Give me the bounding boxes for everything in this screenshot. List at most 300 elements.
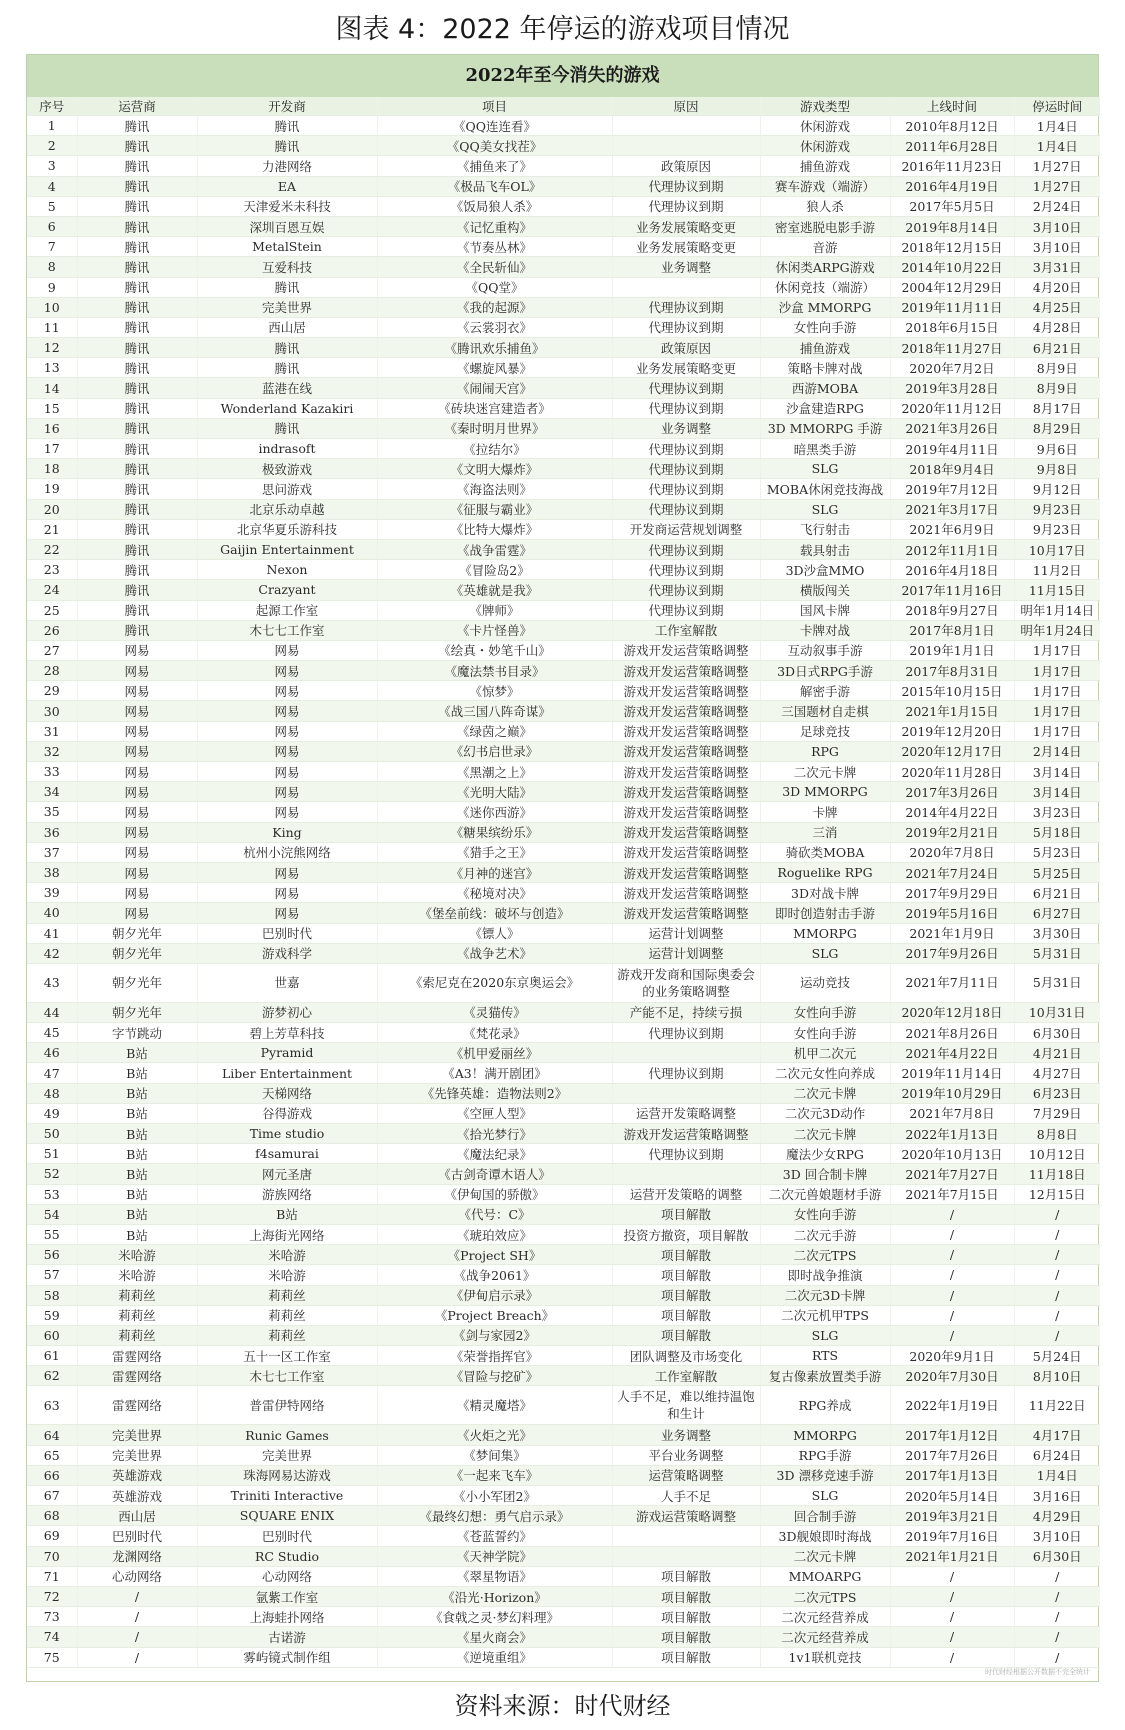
cell-col-developer: 世嘉	[197, 963, 377, 1002]
cell-col-operator: 雷霆网络	[77, 1346, 197, 1366]
cell-col-project: 《捕鱼来了》	[377, 156, 612, 176]
cell-col-launch-date: /	[890, 1627, 1014, 1647]
cell-col-operator: 腾讯	[77, 620, 197, 640]
cell-col-developer: 腾讯	[197, 277, 377, 297]
cell-col-operator: 腾讯	[77, 600, 197, 620]
cell-col-developer: indrasoft	[197, 439, 377, 459]
table-row	[27, 1346, 1100, 1366]
cell-col-reason: 业务发展策略变更	[612, 237, 760, 257]
cell-col-launch-date: 2022年1月13日	[890, 1124, 1014, 1144]
cell-col-launch-date: 2021年1月15日	[890, 701, 1014, 721]
cell-col-reason: 代理协议到期	[612, 1023, 760, 1043]
cell-col-shutdown-date: /	[1014, 1627, 1100, 1647]
cell-col-launch-date: 2017年5月5日	[890, 196, 1014, 216]
cell-col-operator: 巴别时代	[77, 1526, 197, 1546]
cell-col-developer: EA	[197, 176, 377, 196]
cell-col-index: 19	[27, 479, 77, 499]
cell-col-operator: B站	[77, 1164, 197, 1184]
cell-col-reason: 项目解散	[612, 1285, 760, 1305]
cell-col-index: 39	[27, 883, 77, 903]
cell-col-launch-date: /	[890, 1586, 1014, 1606]
table-row	[27, 439, 1100, 459]
cell-col-shutdown-date: 6月24日	[1014, 1445, 1100, 1465]
cell-col-project: 《天神学院》	[377, 1546, 612, 1566]
cell-col-project: 《灵猫传》	[377, 1002, 612, 1022]
cell-col-launch-date: 2020年11月28日	[890, 762, 1014, 782]
cell-col-shutdown-date: 9月23日	[1014, 519, 1100, 539]
table-row	[27, 681, 1100, 701]
cell-col-reason: 产能不足，持续亏损	[612, 1002, 760, 1022]
cell-col-reason: 业务调整	[612, 257, 760, 277]
cell-col-genre: 飞行射击	[760, 519, 890, 539]
cell-col-genre: 二次元手游	[760, 1224, 890, 1244]
cell-col-shutdown-date: 5月31日	[1014, 943, 1100, 963]
cell-col-project: 《比特大爆炸》	[377, 519, 612, 539]
cell-col-developer: 深圳百恩互娱	[197, 216, 377, 236]
cell-col-shutdown-date: 8月29日	[1014, 418, 1100, 438]
cell-col-developer: Runic Games	[197, 1425, 377, 1445]
cell-col-project: 《秦时明月世界》	[377, 418, 612, 438]
cell-col-shutdown-date: 8月17日	[1014, 398, 1100, 418]
table-row	[27, 1023, 1100, 1043]
cell-col-shutdown-date: 1月27日	[1014, 176, 1100, 196]
cell-col-launch-date: 2021年1月9日	[890, 923, 1014, 943]
table-row	[27, 1425, 1100, 1445]
cell-col-operator: 西山居	[77, 1506, 197, 1526]
cell-col-reason: 项目解散	[612, 1245, 760, 1265]
cell-col-project: 《拉结尔》	[377, 439, 612, 459]
cell-col-reason: 代理协议到期	[612, 378, 760, 398]
cell-col-shutdown-date: 7月29日	[1014, 1103, 1100, 1123]
cell-col-index: 46	[27, 1043, 77, 1063]
cell-col-reason: 运营开发策略调整	[612, 1103, 760, 1123]
cell-col-genre: MMORPG	[760, 923, 890, 943]
cell-col-reason: 项目解散	[612, 1586, 760, 1606]
cell-col-operator: 雷霆网络	[77, 1366, 197, 1386]
cell-col-developer: 互爱科技	[197, 257, 377, 277]
cell-col-genre: RPG养成	[760, 1386, 890, 1425]
table-row	[27, 237, 1100, 257]
cell-col-project: 《Project SH》	[377, 1245, 612, 1265]
cell-col-launch-date: 2021年1月21日	[890, 1546, 1014, 1566]
cell-col-genre: 卡牌	[760, 802, 890, 822]
cell-col-reason	[612, 1164, 760, 1184]
cell-col-launch-date: 2021年3月26日	[890, 418, 1014, 438]
cell-col-project: 《索尼克在2020东京奥运会》	[377, 963, 612, 1002]
header-col-operator: 运营商	[77, 97, 197, 116]
table-row	[27, 1164, 1100, 1184]
cell-col-index: 73	[27, 1607, 77, 1627]
cell-col-reason: 政策原因	[612, 156, 760, 176]
cell-col-genre: 足球竞技	[760, 721, 890, 741]
table-row	[27, 1305, 1100, 1325]
cell-col-project: 《文明大爆炸》	[377, 459, 612, 479]
cell-col-index: 28	[27, 661, 77, 681]
cell-col-shutdown-date: /	[1014, 1245, 1100, 1265]
cell-col-project: 《小小军团2》	[377, 1486, 612, 1506]
cell-col-shutdown-date: /	[1014, 1224, 1100, 1244]
cell-col-developer: 莉莉丝	[197, 1325, 377, 1345]
cell-col-launch-date: /	[890, 1325, 1014, 1345]
cell-col-operator: 网易	[77, 883, 197, 903]
cell-col-index: 17	[27, 439, 77, 459]
table-body	[27, 116, 1100, 1668]
cell-col-launch-date: 2019年11月14日	[890, 1063, 1014, 1083]
cell-col-shutdown-date: 10月12日	[1014, 1144, 1100, 1164]
cell-col-reason: 业务发展策略变更	[612, 216, 760, 236]
cell-col-genre: 回合制手游	[760, 1506, 890, 1526]
cell-col-launch-date: 2017年11月16日	[890, 580, 1014, 600]
cell-col-operator: 米哈游	[77, 1265, 197, 1285]
table-row	[27, 1103, 1100, 1123]
cell-col-launch-date: 2021年7月15日	[890, 1184, 1014, 1204]
table-row	[27, 701, 1100, 721]
cell-col-genre: 二次元卡牌	[760, 1546, 890, 1566]
cell-col-reason: 代理协议到期	[612, 176, 760, 196]
cell-col-index: 52	[27, 1164, 77, 1184]
table-row	[27, 539, 1100, 559]
cell-col-genre: SLG	[760, 943, 890, 963]
cell-col-index: 24	[27, 580, 77, 600]
cell-col-genre: 休闲竞技（端游）	[760, 277, 890, 297]
cell-col-reason	[612, 136, 760, 156]
cell-col-operator: 腾讯	[77, 317, 197, 337]
cell-col-developer: 木七七工作室	[197, 620, 377, 640]
header-col-launch-date: 上线时间	[890, 97, 1014, 116]
cell-col-reason: 游戏开发运营策略调整	[612, 822, 760, 842]
cell-col-index: 67	[27, 1486, 77, 1506]
cell-col-genre: MMORPG	[760, 1425, 890, 1445]
cell-col-developer: Liber Entertainment	[197, 1063, 377, 1083]
table-row	[27, 1607, 1100, 1627]
cell-col-index: 33	[27, 762, 77, 782]
cell-col-developer: 雾屿镜式制作组	[197, 1647, 377, 1667]
table-row	[27, 156, 1100, 176]
cell-col-shutdown-date: /	[1014, 1607, 1100, 1627]
cell-col-index: 2	[27, 136, 77, 156]
cell-col-shutdown-date: 9月12日	[1014, 479, 1100, 499]
table-row	[27, 297, 1100, 317]
cell-col-developer: King	[197, 822, 377, 842]
table-row	[27, 1043, 1100, 1063]
cell-col-genre: 3D沙盒MMO	[760, 560, 890, 580]
cell-col-shutdown-date: 6月21日	[1014, 883, 1100, 903]
cell-col-launch-date: 2018年9月4日	[890, 459, 1014, 479]
cell-col-launch-date: 2020年11月12日	[890, 398, 1014, 418]
cell-col-genre: 国风卡牌	[760, 600, 890, 620]
cell-col-index: 62	[27, 1366, 77, 1386]
cell-col-genre: 二次元卡牌	[760, 1083, 890, 1103]
cell-col-index: 7	[27, 237, 77, 257]
cell-col-reason: 游戏开发运营策略调整	[612, 661, 760, 681]
cell-col-developer: Triniti Interactive	[197, 1486, 377, 1506]
cell-col-launch-date: 2017年7月26日	[890, 1445, 1014, 1465]
cell-col-operator: 腾讯	[77, 519, 197, 539]
cell-col-project: 《迷你西游》	[377, 802, 612, 822]
cell-col-developer: Wonderland Kazakiri	[197, 398, 377, 418]
cell-col-project: 《Project Breach》	[377, 1305, 612, 1325]
table-row	[27, 479, 1100, 499]
cell-col-shutdown-date: 4月29日	[1014, 1506, 1100, 1526]
cell-col-index: 8	[27, 257, 77, 277]
cell-col-launch-date: 2017年9月26日	[890, 943, 1014, 963]
cell-col-index: 36	[27, 822, 77, 842]
cell-col-reason	[612, 277, 760, 297]
cell-col-shutdown-date: 10月17日	[1014, 539, 1100, 559]
cell-col-genre: 载具射击	[760, 539, 890, 559]
cell-col-developer: 氩紫工作室	[197, 1586, 377, 1606]
cell-col-developer: 蓝港在线	[197, 378, 377, 398]
cell-col-developer: 思问游戏	[197, 479, 377, 499]
table-row	[27, 721, 1100, 741]
cell-col-reason: 游戏开发运营策略调整	[612, 1124, 760, 1144]
table-row	[27, 741, 1100, 761]
table-row	[27, 1627, 1100, 1647]
cell-col-launch-date: 2018年12月15日	[890, 237, 1014, 257]
cell-col-launch-date: 2016年4月19日	[890, 176, 1014, 196]
cell-col-operator: B站	[77, 1063, 197, 1083]
cell-col-index: 27	[27, 640, 77, 660]
cell-col-operator: 朝夕光年	[77, 1002, 197, 1022]
table-row	[27, 116, 1100, 136]
cell-col-launch-date: 2020年10月13日	[890, 1144, 1014, 1164]
cell-col-genre: 沙盒 MMORPG	[760, 297, 890, 317]
cell-col-project: 《牌师》	[377, 600, 612, 620]
cell-col-reason: 游戏开发运营策略调整	[612, 782, 760, 802]
cell-col-shutdown-date: 3月14日	[1014, 762, 1100, 782]
cell-col-reason: 游戏开发运营策略调整	[612, 721, 760, 741]
table-row	[27, 943, 1100, 963]
cell-col-index: 25	[27, 600, 77, 620]
cell-col-shutdown-date: 1月17日	[1014, 661, 1100, 681]
cell-col-shutdown-date: /	[1014, 1204, 1100, 1224]
cell-col-project: 《腾讯欢乐捕鱼》	[377, 338, 612, 358]
cell-col-operator: B站	[77, 1204, 197, 1224]
cell-col-shutdown-date: 1月4日	[1014, 136, 1100, 156]
cell-col-developer: 完美世界	[197, 1445, 377, 1465]
cell-col-operator: 雷霆网络	[77, 1386, 197, 1425]
table-row	[27, 499, 1100, 519]
cell-col-reason: 代理协议到期	[612, 580, 760, 600]
cell-col-developer: 网易	[197, 802, 377, 822]
cell-col-shutdown-date: 4月20日	[1014, 277, 1100, 297]
cell-col-genre: 三消	[760, 822, 890, 842]
cell-col-operator: 完美世界	[77, 1425, 197, 1445]
cell-col-operator: 腾讯	[77, 257, 197, 277]
cell-col-project: 《QQ堂》	[377, 277, 612, 297]
cell-col-launch-date: 2012年11月1日	[890, 539, 1014, 559]
cell-col-shutdown-date: 9月8日	[1014, 459, 1100, 479]
cell-col-genre: 二次元3D动作	[760, 1103, 890, 1123]
cell-col-reason: 游戏开发运营策略调整	[612, 802, 760, 822]
cell-col-launch-date: 2020年7月30日	[890, 1366, 1014, 1386]
cell-col-index: 72	[27, 1586, 77, 1606]
cell-col-developer: 完美世界	[197, 297, 377, 317]
cell-col-genre: 骑砍类MOBA	[760, 842, 890, 862]
cell-col-project: 《我的起源》	[377, 297, 612, 317]
cell-col-reason: 游戏开发商和国际奥委会的业务策略调整	[612, 963, 760, 1002]
cell-col-reason: 政策原因	[612, 338, 760, 358]
cell-col-project: 《闹闹天宫》	[377, 378, 612, 398]
cell-col-shutdown-date: /	[1014, 1647, 1100, 1667]
table-row	[27, 1566, 1100, 1586]
cell-col-project: 《伊甸启示录》	[377, 1285, 612, 1305]
cell-col-launch-date: 2004年12月29日	[890, 277, 1014, 297]
cell-col-launch-date: 2010年8月12日	[890, 116, 1014, 136]
cell-col-operator: 网易	[77, 862, 197, 882]
cell-col-developer: 米哈游	[197, 1245, 377, 1265]
cell-col-project: 《一起来飞车》	[377, 1465, 612, 1485]
table-row	[27, 519, 1100, 539]
table-row	[27, 378, 1100, 398]
cell-col-reason: 游戏开发运营策略调整	[612, 701, 760, 721]
cell-col-project: 《沿光·Horizon》	[377, 1586, 612, 1606]
table-row	[27, 136, 1100, 156]
cell-col-developer: 腾讯	[197, 418, 377, 438]
cell-col-genre: 3D对战卡牌	[760, 883, 890, 903]
table-row	[27, 257, 1100, 277]
cell-col-genre: 机甲二次元	[760, 1043, 890, 1063]
cell-col-project: 《剑与家园2》	[377, 1325, 612, 1345]
table-row	[27, 580, 1100, 600]
cell-col-operator: 腾讯	[77, 378, 197, 398]
cell-col-developer: 力港网络	[197, 156, 377, 176]
table-row	[27, 963, 1100, 1002]
cell-col-index: 5	[27, 196, 77, 216]
cell-col-index: 42	[27, 943, 77, 963]
cell-col-reason: 人手不足	[612, 1486, 760, 1506]
cell-col-reason: 游戏运营策略调整	[612, 1506, 760, 1526]
cell-col-launch-date: 2019年4月11日	[890, 439, 1014, 459]
table-row	[27, 903, 1100, 923]
table-row	[27, 1144, 1100, 1164]
cell-col-genre: SLG	[760, 499, 890, 519]
cell-col-shutdown-date: 8月9日	[1014, 378, 1100, 398]
cell-col-reason: 项目解散	[612, 1305, 760, 1325]
cell-col-project: 《糖果缤纷乐》	[377, 822, 612, 842]
cell-col-genre: 休闲游戏	[760, 116, 890, 136]
cell-col-project: 《饭局狼人杀》	[377, 196, 612, 216]
cell-col-reason: 平台业务调整	[612, 1445, 760, 1465]
cell-col-reason: 业务调整	[612, 418, 760, 438]
cell-col-developer: 莉莉丝	[197, 1305, 377, 1325]
cell-col-reason: 业务发展策略变更	[612, 358, 760, 378]
cell-col-genre: 音游	[760, 237, 890, 257]
cell-col-operator: 腾讯	[77, 459, 197, 479]
cell-col-developer: 网易	[197, 681, 377, 701]
cell-col-shutdown-date: 3月10日	[1014, 216, 1100, 236]
cell-col-operator: B站	[77, 1144, 197, 1164]
cell-col-reason: 游戏开发运营策略调整	[612, 762, 760, 782]
cell-col-project: 《极品飞车OL》	[377, 176, 612, 196]
cell-col-shutdown-date: 6月27日	[1014, 903, 1100, 923]
cell-col-operator: 腾讯	[77, 237, 197, 257]
cell-col-index: 51	[27, 1144, 77, 1164]
cell-col-shutdown-date: 6月23日	[1014, 1083, 1100, 1103]
cell-col-genre: 休闲游戏	[760, 136, 890, 156]
cell-col-index: 23	[27, 560, 77, 580]
cell-col-operator: 网易	[77, 741, 197, 761]
cell-col-operator: 朝夕光年	[77, 923, 197, 943]
cell-col-shutdown-date: 1月4日	[1014, 116, 1100, 136]
cell-col-shutdown-date: 6月21日	[1014, 338, 1100, 358]
cell-col-operator: 腾讯	[77, 338, 197, 358]
cell-col-developer: 心动网络	[197, 1566, 377, 1586]
cell-col-project: 《食戟之灵·梦幻料理》	[377, 1607, 612, 1627]
cell-col-reason: 投资方撤资，项目解散	[612, 1224, 760, 1244]
cell-col-index: 21	[27, 519, 77, 539]
cell-col-project: 《秘境对决》	[377, 883, 612, 903]
cell-col-project: 《卡片怪兽》	[377, 620, 612, 640]
cell-col-project: 《全民斩仙》	[377, 257, 612, 277]
cell-col-shutdown-date: 10月31日	[1014, 1002, 1100, 1022]
cell-col-project: 《星火商会》	[377, 1627, 612, 1647]
cell-col-shutdown-date: 9月6日	[1014, 439, 1100, 459]
cell-col-developer: Nexon	[197, 560, 377, 580]
cell-col-operator: 腾讯	[77, 216, 197, 236]
cell-col-genre: SLG	[760, 459, 890, 479]
cell-col-genre: 二次元TPS	[760, 1586, 890, 1606]
cell-col-developer: Pyramid	[197, 1043, 377, 1063]
cell-col-developer: 网易	[197, 721, 377, 741]
table-row	[27, 661, 1100, 681]
cell-col-developer: 网易	[197, 782, 377, 802]
cell-col-index: 75	[27, 1647, 77, 1667]
cell-col-genre: 即时创造射击手游	[760, 903, 890, 923]
table-row	[27, 620, 1100, 640]
cell-col-genre: 二次元3D卡牌	[760, 1285, 890, 1305]
cell-col-index: 63	[27, 1386, 77, 1425]
table-row	[27, 782, 1100, 802]
cell-col-genre: 女性向手游	[760, 1204, 890, 1224]
cell-col-launch-date: 2015年10月15日	[890, 681, 1014, 701]
cell-col-operator: 腾讯	[77, 156, 197, 176]
table-header-row	[27, 97, 1100, 116]
cell-col-project: 《猎手之王》	[377, 842, 612, 862]
cell-col-developer: 莉莉丝	[197, 1285, 377, 1305]
cell-col-developer: SQUARE ENIX	[197, 1506, 377, 1526]
cell-col-index: 30	[27, 701, 77, 721]
source-line: 资料来源：时代财经	[454, 1692, 671, 1720]
cell-col-genre: 沙盒建造RPG	[760, 398, 890, 418]
cell-col-index: 49	[27, 1103, 77, 1123]
table-row	[27, 459, 1100, 479]
cell-col-genre: SLG	[760, 1486, 890, 1506]
cell-col-operator: 腾讯	[77, 499, 197, 519]
cell-col-launch-date: 2018年6月15日	[890, 317, 1014, 337]
cell-col-shutdown-date: 1月17日	[1014, 721, 1100, 741]
cell-col-project: 《机甲爱丽丝》	[377, 1043, 612, 1063]
cell-col-developer: 珠海网易达游戏	[197, 1465, 377, 1485]
cell-col-shutdown-date: 4月17日	[1014, 1425, 1100, 1445]
cell-col-reason: 代理协议到期	[612, 398, 760, 418]
cell-col-project: 《代号：C》	[377, 1204, 612, 1224]
cell-col-shutdown-date: /	[1014, 1265, 1100, 1285]
cell-col-launch-date: 2020年12月17日	[890, 741, 1014, 761]
cell-col-operator: 网易	[77, 842, 197, 862]
cell-col-developer: 腾讯	[197, 136, 377, 156]
cell-col-reason	[612, 116, 760, 136]
cell-col-genre: 西游MOBA	[760, 378, 890, 398]
cell-col-launch-date: /	[890, 1566, 1014, 1586]
cell-col-index: 65	[27, 1445, 77, 1465]
cell-col-operator: 腾讯	[77, 418, 197, 438]
cell-col-index: 45	[27, 1023, 77, 1043]
table-row	[27, 862, 1100, 882]
cell-col-launch-date: 2021年7月11日	[890, 963, 1014, 1002]
table-row	[27, 418, 1100, 438]
cell-col-developer: 网易	[197, 640, 377, 660]
